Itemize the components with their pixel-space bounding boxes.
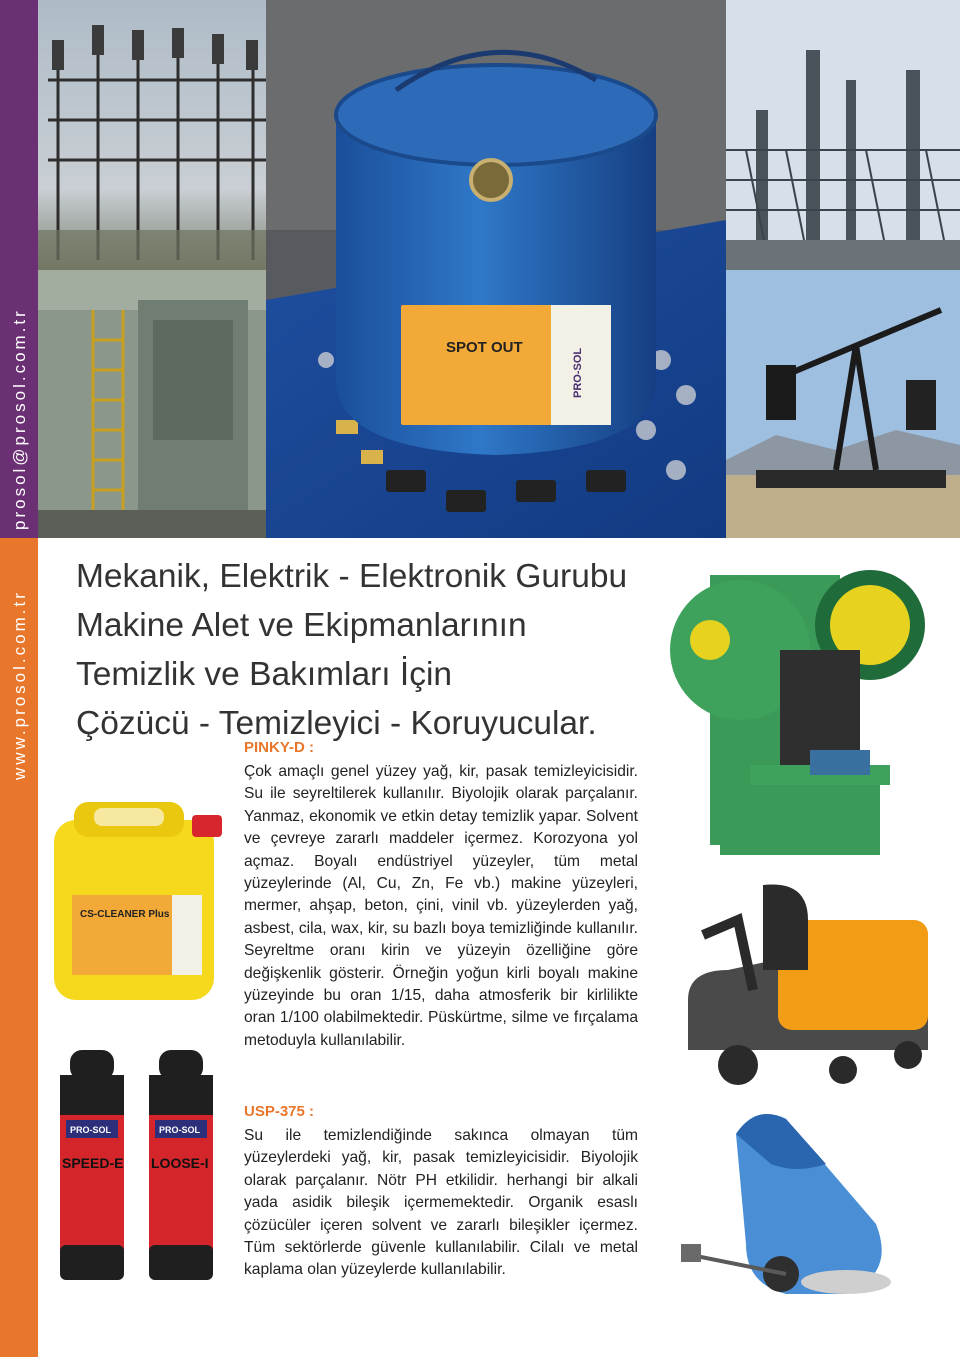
spray1-brand-text: PRO-SOL (70, 1125, 112, 1135)
can-brand-text: PRO-SOL (572, 347, 584, 398)
jerrycan-product-image (44, 790, 224, 1010)
title-line-1: Mekanik, Elektrik - Elektronik Gurubu (76, 558, 628, 595)
title-line-3: Temizlik ve Bakımları İçin (76, 656, 453, 693)
floor-scrubber-blue-image (676, 1104, 950, 1304)
spray-can-loose-image (145, 1050, 217, 1285)
section-label-pinky-d: PINKY-D : (244, 739, 315, 756)
hero-product-photo (266, 0, 726, 538)
title-line-2: Makine Alet ve Ekipmanlarının (76, 607, 527, 644)
title-line-4: Çözücü - Temizleyici - Koruyucular. (76, 705, 597, 742)
page-title (76, 552, 676, 748)
spray1-label-text: SPEED-E (62, 1155, 124, 1171)
website-text: www.prosol.com.tr (10, 590, 29, 780)
substation-photo (38, 0, 266, 270)
spray2-brand-text: PRO-SOL (159, 1125, 201, 1135)
refinery-photo (726, 0, 960, 270)
sidebar-strip-purple (0, 0, 38, 538)
sidebar-strip-orange (0, 538, 38, 1357)
section-text-pinky-d: Çok amaçlı genel yüzey yağ, kir, pasak temizleyicisidir. Su ile seyreltilerek kullanılır. Biyolojik olarak parçalanır. Yanmaz, ekonomik ve etkin detay temizlik yapar. Solvent ve çevreye zararlı maddeler içermez. Korozyona yol açmaz. Boyalı endüstriyel yüzeyler, tüm metal yüzeylerinde (Al, Cu, Zn, Fe vb.) makine yüzeyleri, mermer, ahşap, beton, çini, vinil vb. yüzeylerden yağ, asbest, cila, wax, kir, su bazlı boya temizliğinde kullanılır. Seyreltme oranı kirin ve yüzeyin özelliğine göre değişkenlik gösterir. Örneğin yoğun kirli boyalı makine yüzeyinde bu oran 1/15, daha atmosferik bir kirlilikte oran 1/100 olabilmektedir. Püskürtme, silme ve fırçalama metoduyla kullanılabilir. (244, 763, 638, 1049)
oil-pump-photo (726, 270, 960, 538)
email-text: prosol@prosol.com.tr (10, 308, 29, 530)
section-text-usp-375: Su ile temizlendiğinde sakınca olmayan tüm yüzeylerdeki yağ, kir, pasak temizleyicisidir. Biyolojik olarak parçalanır. Nötr PH etkilidir. herhangi bir alkali yada asidik bileşik içermemektedir. Organik esaslı çözücüler içeren solvent ve zararlı bileşikler içermez. Tüm sektörlerde güvenle kullanılabilir. Cilalı ve metal kaplama olan yüzeylerde kullanılabilir. (244, 1127, 638, 1279)
factory-press-photo (38, 270, 266, 538)
jerrycan-label-text: CS-CLEANER Plus (80, 909, 170, 920)
press-machine-image (660, 565, 950, 860)
section-label-usp-375: USP-375 : (244, 1103, 315, 1120)
spray-can-speed-image (56, 1050, 128, 1285)
floor-scrubber-orange-image (668, 880, 948, 1090)
spray2-label-text: LOOSE-I (151, 1155, 209, 1171)
can-label-text: SPOT OUT (446, 339, 523, 356)
